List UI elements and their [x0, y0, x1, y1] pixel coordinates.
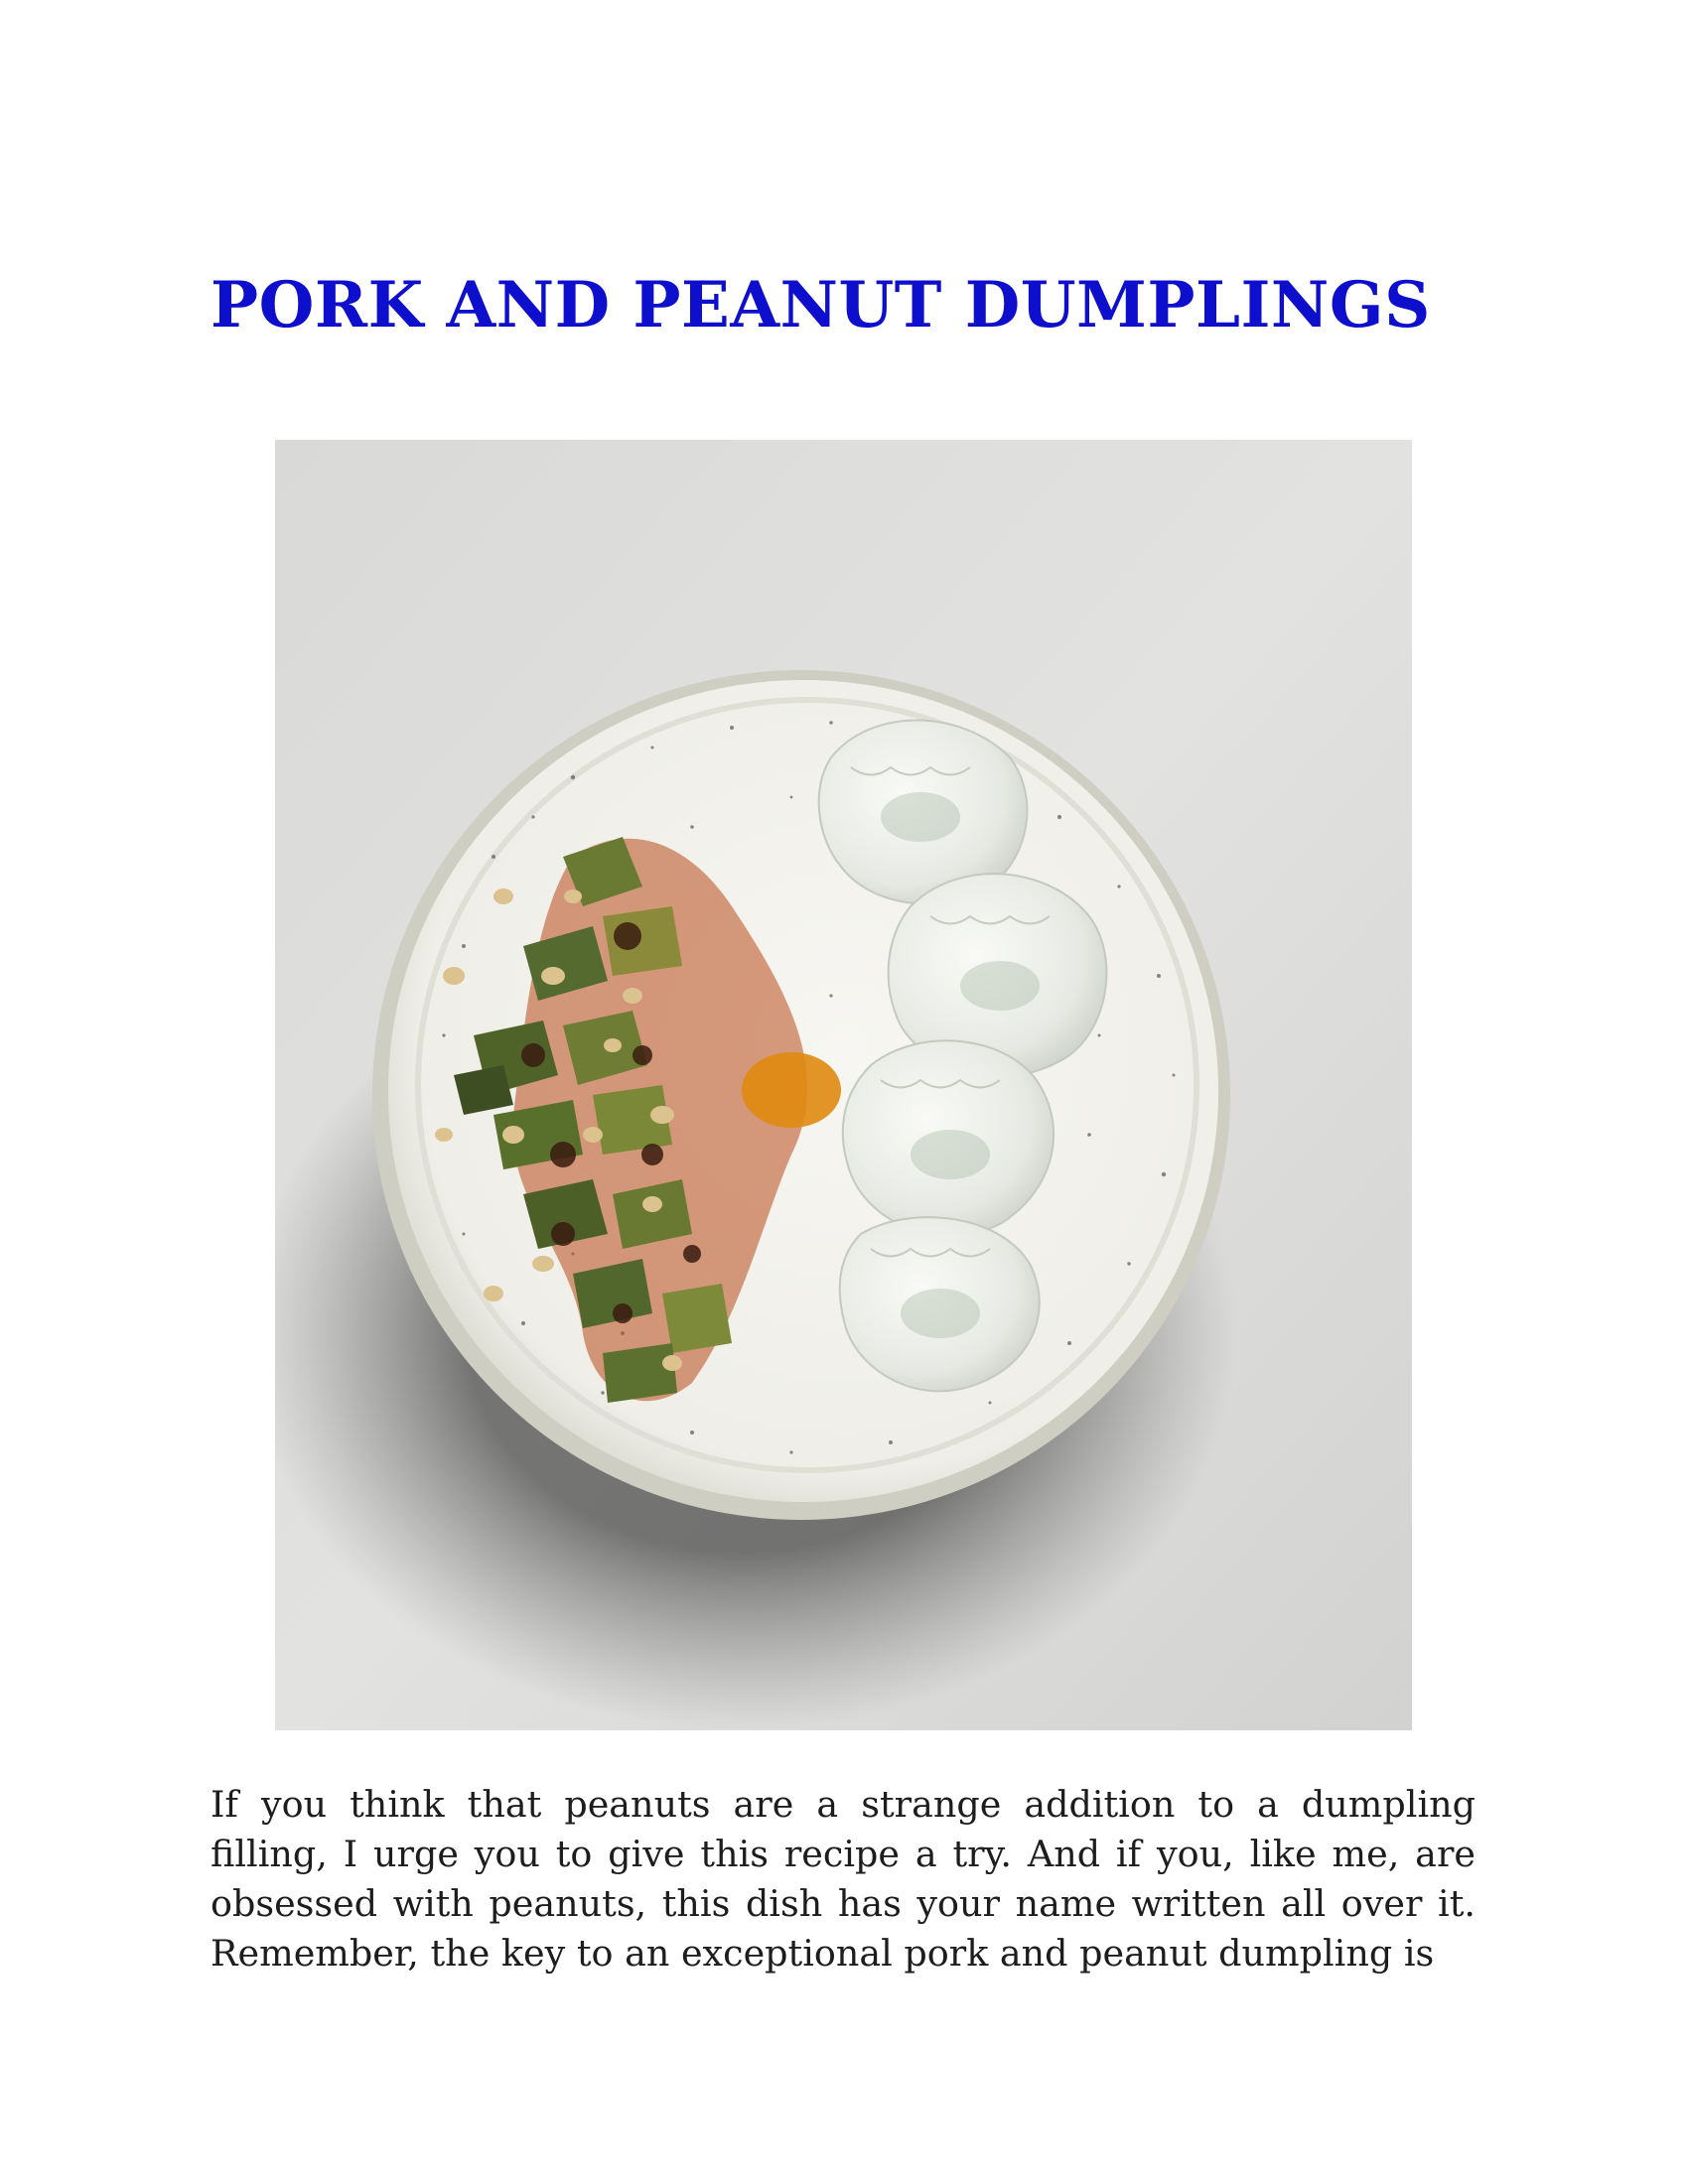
page-title: PORK AND PEANUT DUMPLINGS	[211, 268, 1431, 342]
food-photo-icon	[275, 440, 1412, 1730]
food-photo	[275, 440, 1412, 1730]
intro-paragraph: If you think that peanuts are a strange addition to a dumpling filling, I urge you to give this recipe a try. And if you, like me, are obsessed with peanuts, this dish has your name written all over it. Remember, the key to an exceptional pork and peanut dumpling is	[211, 1783, 1476, 1975]
